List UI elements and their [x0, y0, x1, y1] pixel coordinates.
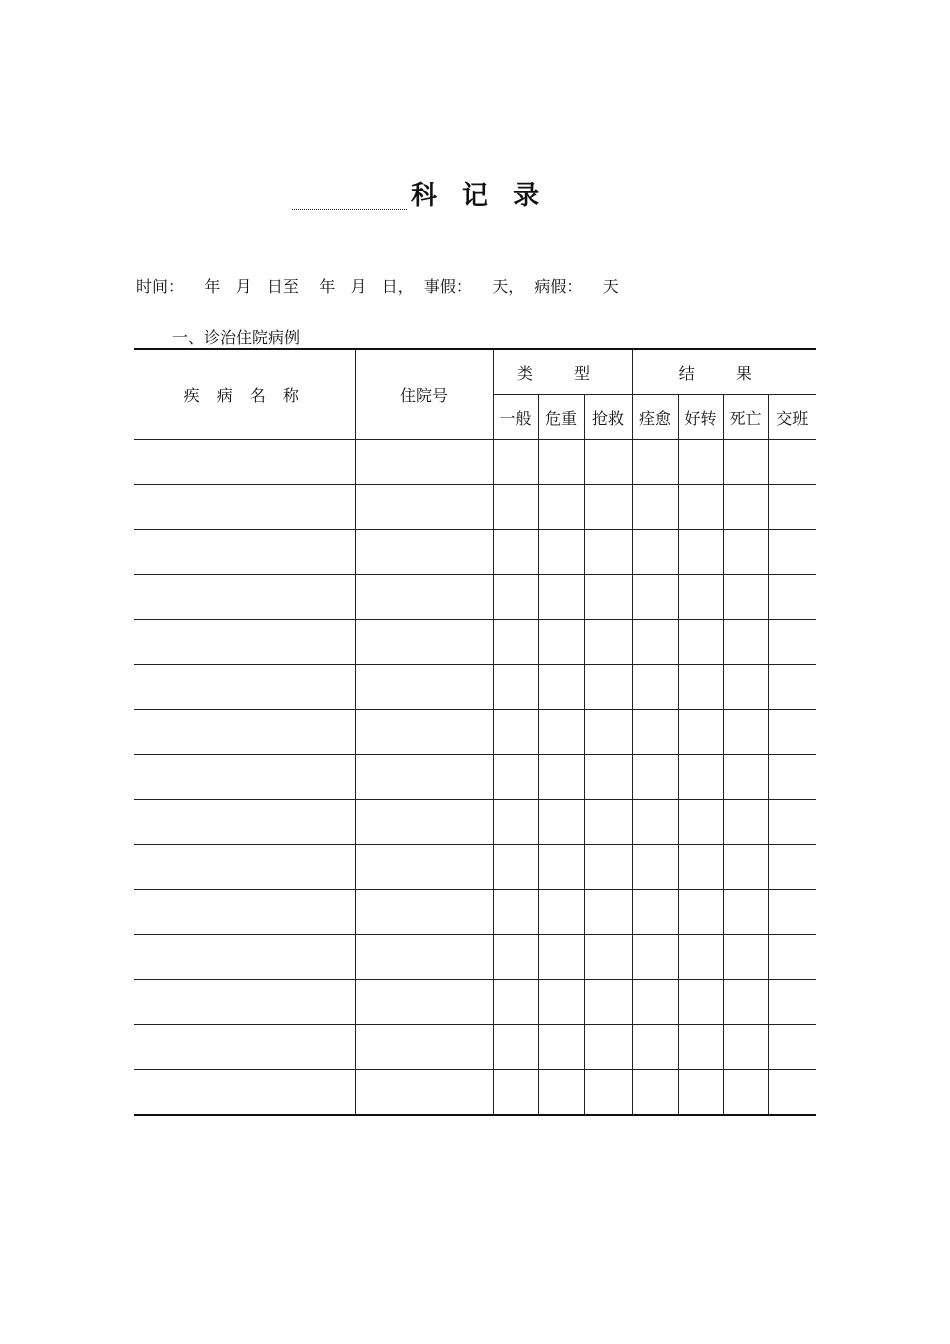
- table-cell[interactable]: [632, 620, 678, 665]
- table-cell[interactable]: [723, 980, 768, 1025]
- table-row: [134, 485, 816, 530]
- header-critical: 危重: [538, 395, 584, 440]
- table-cell[interactable]: [355, 440, 493, 485]
- table-cell[interactable]: [493, 980, 538, 1025]
- table-cell[interactable]: [134, 935, 355, 980]
- table-cell[interactable]: [584, 485, 632, 530]
- table-cell[interactable]: [493, 440, 538, 485]
- table-cell[interactable]: [584, 1025, 632, 1070]
- table-cell[interactable]: [678, 710, 723, 755]
- table-cell[interactable]: [584, 755, 632, 800]
- table-cell[interactable]: [493, 845, 538, 890]
- header-group-result: 结 果: [632, 349, 816, 395]
- table-cell[interactable]: [355, 890, 493, 935]
- table-cell[interactable]: [632, 1025, 678, 1070]
- table-cell[interactable]: [678, 485, 723, 530]
- table-cell[interactable]: [584, 800, 632, 845]
- table-cell[interactable]: [632, 890, 678, 935]
- table-cell[interactable]: [723, 845, 768, 890]
- table-cell[interactable]: [493, 935, 538, 980]
- table-cell[interactable]: [723, 710, 768, 755]
- table-cell[interactable]: [584, 890, 632, 935]
- table-row: [134, 665, 816, 710]
- table-cell[interactable]: [493, 665, 538, 710]
- table-cell[interactable]: [538, 980, 584, 1025]
- table-cell[interactable]: [768, 935, 816, 980]
- table-cell[interactable]: [355, 980, 493, 1025]
- table-cell[interactable]: [538, 800, 584, 845]
- header-rescue: 抢救: [584, 395, 632, 440]
- table-cell[interactable]: [768, 1025, 816, 1070]
- table-cell[interactable]: [493, 890, 538, 935]
- header-disease-name: 疾 病 名 称: [134, 349, 355, 440]
- table-cell[interactable]: [678, 620, 723, 665]
- table-cell[interactable]: [134, 980, 355, 1025]
- table-cell[interactable]: [723, 1025, 768, 1070]
- table-cell[interactable]: [678, 530, 723, 575]
- table-cell[interactable]: [355, 845, 493, 890]
- table-row: [134, 620, 816, 665]
- table-cell[interactable]: [768, 440, 816, 485]
- table-cell[interactable]: [768, 575, 816, 620]
- table-cell[interactable]: [538, 530, 584, 575]
- table-row: [134, 530, 816, 575]
- header-died: 死亡: [723, 395, 768, 440]
- header-improved: 好转: [678, 395, 723, 440]
- table-cell[interactable]: [538, 1070, 584, 1116]
- table-cell[interactable]: [678, 890, 723, 935]
- table-body: [134, 440, 816, 1116]
- table-row: [134, 1070, 816, 1116]
- table-cell[interactable]: [584, 980, 632, 1025]
- table-cell[interactable]: [632, 935, 678, 980]
- section-heading: 一、诊治住院病例: [172, 328, 301, 347]
- table-cell[interactable]: [678, 845, 723, 890]
- table-cell[interactable]: [584, 575, 632, 620]
- table-cell[interactable]: [678, 800, 723, 845]
- table-cell[interactable]: [493, 575, 538, 620]
- inpatient-cases-table: [134, 348, 816, 1116]
- document-title: [292, 176, 547, 216]
- table-cell[interactable]: [723, 1070, 768, 1116]
- table-cell[interactable]: [632, 530, 678, 575]
- table-cell[interactable]: [355, 1025, 493, 1070]
- table-cell[interactable]: [678, 1070, 723, 1116]
- table-cell[interactable]: [768, 1070, 816, 1116]
- table-cell[interactable]: [768, 755, 816, 800]
- table-cell[interactable]: [538, 665, 584, 710]
- table-cell[interactable]: [768, 665, 816, 710]
- table-cell[interactable]: [723, 890, 768, 935]
- header-general: 一般: [493, 395, 538, 440]
- table-row: [134, 890, 816, 935]
- table-cell[interactable]: [768, 620, 816, 665]
- table-cell[interactable]: [584, 935, 632, 980]
- table-cell[interactable]: [493, 485, 538, 530]
- table-cell[interactable]: [355, 530, 493, 575]
- table-cell[interactable]: [768, 485, 816, 530]
- table-row: [134, 935, 816, 980]
- table-cell[interactable]: [538, 755, 584, 800]
- table-cell[interactable]: [134, 710, 355, 755]
- table-cell[interactable]: [355, 755, 493, 800]
- table-cell[interactable]: [723, 935, 768, 980]
- table-row: [134, 710, 816, 755]
- table-cell[interactable]: [355, 710, 493, 755]
- table-cell[interactable]: [134, 1070, 355, 1116]
- table-cell[interactable]: [538, 1025, 584, 1070]
- table-cell[interactable]: [632, 710, 678, 755]
- header-cured: 痊愈: [632, 395, 678, 440]
- table-cell[interactable]: [134, 1025, 355, 1070]
- table-cell[interactable]: [584, 845, 632, 890]
- table-cell[interactable]: [632, 575, 678, 620]
- table-cell[interactable]: [678, 575, 723, 620]
- table-cell[interactable]: [768, 890, 816, 935]
- table-cell[interactable]: [678, 440, 723, 485]
- table-cell[interactable]: [584, 440, 632, 485]
- table-cell[interactable]: [355, 665, 493, 710]
- table-cell[interactable]: [493, 755, 538, 800]
- table-cell[interactable]: [678, 935, 723, 980]
- table-cell[interactable]: [355, 620, 493, 665]
- table-cell[interactable]: [768, 980, 816, 1025]
- table-cell[interactable]: [538, 620, 584, 665]
- table-cell[interactable]: [538, 710, 584, 755]
- table-cell[interactable]: [632, 980, 678, 1025]
- table-cell[interactable]: [355, 800, 493, 845]
- table-row: [134, 1025, 816, 1070]
- table-cell[interactable]: [632, 755, 678, 800]
- table-cell[interactable]: [678, 755, 723, 800]
- header-admission-number: 住院号: [355, 349, 493, 440]
- table-cell[interactable]: [134, 845, 355, 890]
- table-cell[interactable]: [538, 485, 584, 530]
- table-cell[interactable]: [355, 485, 493, 530]
- table-row: [134, 800, 816, 845]
- table-cell[interactable]: [134, 800, 355, 845]
- header-group-type: 类 型: [493, 349, 632, 395]
- table-cell[interactable]: [723, 530, 768, 575]
- table-row: [134, 755, 816, 800]
- table-cell[interactable]: [723, 440, 768, 485]
- table-cell[interactable]: [355, 1070, 493, 1116]
- table-cell[interactable]: [134, 890, 355, 935]
- table-cell[interactable]: [134, 620, 355, 665]
- table-cell[interactable]: [493, 620, 538, 665]
- table-cell[interactable]: [723, 575, 768, 620]
- table-cell[interactable]: [678, 980, 723, 1025]
- table-row: [134, 575, 816, 620]
- department-blank[interactable]: [292, 209, 407, 210]
- table-cell[interactable]: [538, 845, 584, 890]
- table-cell[interactable]: [584, 530, 632, 575]
- table-cell[interactable]: [134, 755, 355, 800]
- table-cell[interactable]: [768, 800, 816, 845]
- table-cell[interactable]: [355, 935, 493, 980]
- table-cell[interactable]: [355, 575, 493, 620]
- table-cell[interactable]: [584, 710, 632, 755]
- table-cell[interactable]: [632, 485, 678, 530]
- table-row: [134, 440, 816, 485]
- table-cell[interactable]: [723, 755, 768, 800]
- table-row: [134, 980, 816, 1025]
- table-cell[interactable]: [538, 440, 584, 485]
- table-cell[interactable]: [632, 845, 678, 890]
- table-cell[interactable]: [768, 710, 816, 755]
- table-cell[interactable]: [723, 800, 768, 845]
- table-cell[interactable]: [493, 800, 538, 845]
- table-cell[interactable]: [134, 485, 355, 530]
- table-cell[interactable]: [493, 710, 538, 755]
- table-cell[interactable]: [632, 800, 678, 845]
- table-cell[interactable]: [134, 575, 355, 620]
- table-cell[interactable]: [493, 1025, 538, 1070]
- table-cell[interactable]: [723, 620, 768, 665]
- table-cell[interactable]: [493, 1070, 538, 1116]
- header-handover: 交班: [768, 395, 816, 440]
- table-cell[interactable]: [723, 485, 768, 530]
- table-cell[interactable]: [584, 620, 632, 665]
- table-cell[interactable]: [768, 845, 816, 890]
- table-cell[interactable]: [678, 665, 723, 710]
- table-cell[interactable]: [768, 530, 816, 575]
- table-row: [134, 845, 816, 890]
- title-text: 科 记 录: [411, 181, 548, 211]
- table-cell[interactable]: [134, 665, 355, 710]
- table-cell[interactable]: [134, 530, 355, 575]
- table-cell[interactable]: [493, 530, 538, 575]
- table-cell[interactable]: [134, 440, 355, 485]
- table-cell[interactable]: [584, 665, 632, 710]
- table-cell[interactable]: [538, 890, 584, 935]
- table-cell[interactable]: [678, 1025, 723, 1070]
- table-cell[interactable]: [538, 575, 584, 620]
- time-period-line: 时间： 年 月 日至 年 月 日， 事假： 天， 病假： 天: [136, 277, 619, 296]
- table-cell[interactable]: [632, 1070, 678, 1116]
- table-cell[interactable]: [538, 935, 584, 980]
- table-cell[interactable]: [632, 665, 678, 710]
- table-cell[interactable]: [632, 440, 678, 485]
- table-cell[interactable]: [584, 1070, 632, 1116]
- table-cell[interactable]: [723, 665, 768, 710]
